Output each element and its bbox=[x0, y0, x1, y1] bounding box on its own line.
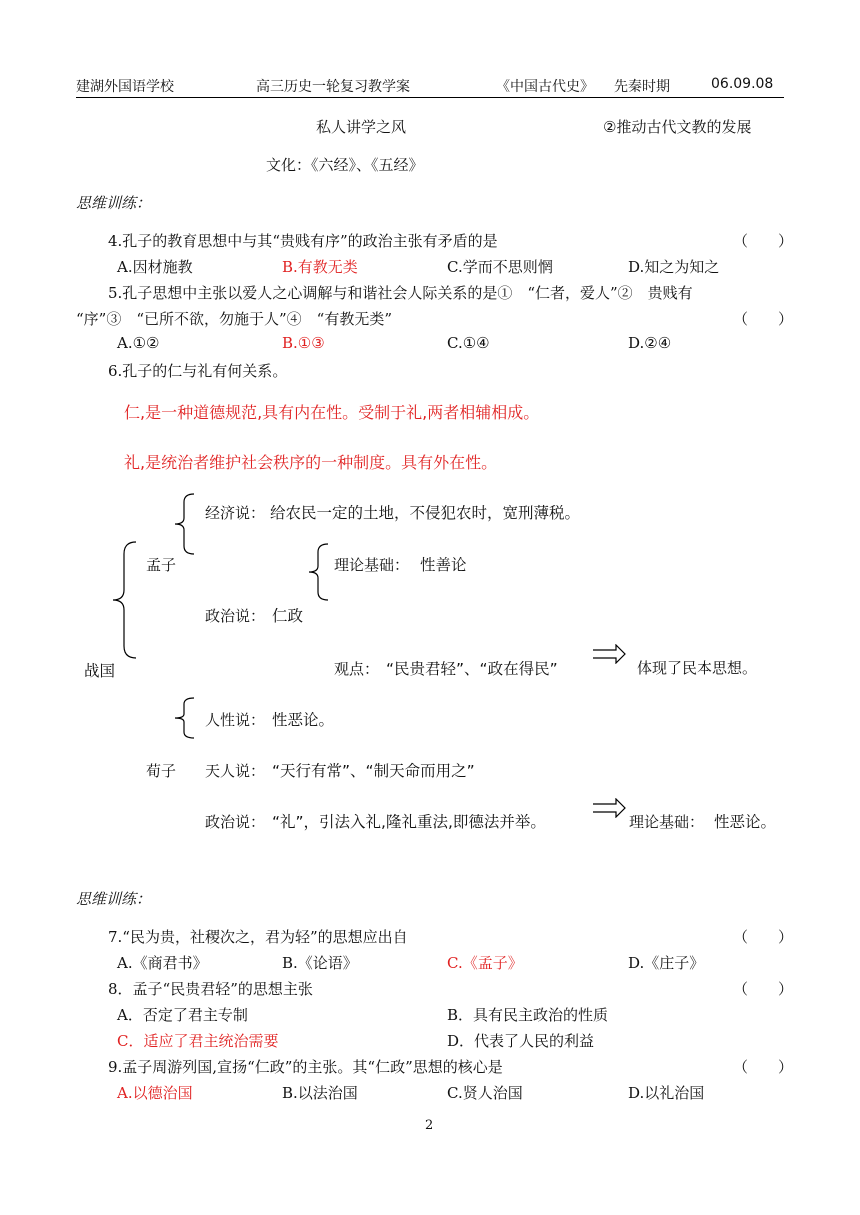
intro-culture: 文化：《六经》、《五经》 bbox=[266, 156, 424, 174]
header-course: 高三历史一轮复习教学案 bbox=[256, 79, 410, 95]
intro-left: 私人讲学之风 bbox=[316, 118, 407, 136]
header-period: 先秦时期 bbox=[614, 79, 670, 95]
mengzi-result: 体现了民本思想。 bbox=[637, 659, 758, 677]
training-heading-1: 思维训练： bbox=[76, 194, 152, 212]
mengzi-view: “民贵君轻”、“政在得民” bbox=[386, 660, 558, 678]
mengzi-pol-label: 政治说： bbox=[205, 607, 266, 625]
mengzi-theory-label: 理论基础： bbox=[334, 556, 410, 574]
q5-blank: （ ） bbox=[733, 310, 794, 328]
brace-mengzi-econ bbox=[172, 492, 196, 556]
header-date: 06.09.08 bbox=[711, 76, 774, 92]
q9-option-c: C.贤人治国 bbox=[447, 1084, 523, 1102]
q6-answer-1: 仁,是一种道德规范,具有内在性。受制于礼,两者相辅相成。 bbox=[124, 403, 540, 422]
q7-option-d: D.《庄子》 bbox=[628, 954, 705, 972]
xunzi-nature: 性恶论。 bbox=[272, 711, 335, 729]
q7-option-c: C.《孟子》 bbox=[447, 954, 523, 972]
q9-option-b: B.以法治国 bbox=[282, 1084, 358, 1102]
brace-zhanguo bbox=[110, 540, 138, 660]
q7-blank: （ ） bbox=[733, 928, 794, 946]
q9-text: 9.孟子周游列国,宣扬“仁政”的主张。其“仁政”思想的核心是 bbox=[108, 1058, 503, 1076]
q7-option-b: B.《论语》 bbox=[282, 954, 358, 972]
q8-option-c: C．适应了君主统治需要 bbox=[117, 1032, 279, 1050]
q5-option-c: C.①④ bbox=[447, 334, 490, 352]
intro-right: ②推动古代文教的发展 bbox=[603, 118, 752, 136]
xunzi-pol: “礼”，引法入礼,隆礼重法,即德法并举。 bbox=[272, 813, 546, 831]
q6-text: 6.孔子的仁与礼有何关系。 bbox=[108, 362, 288, 380]
q4-option-d: D.知之为知之 bbox=[628, 258, 720, 276]
q7-text: 7.“民为贵，社稷次之，君为轻”的思想应出自 bbox=[108, 928, 408, 946]
q8-text: 8．孟子“民贵君轻”的思想主张 bbox=[108, 980, 313, 998]
double-arrow-icon-2 bbox=[592, 798, 626, 818]
q5-text-line1: 5.孔子思想中主张以爱人之心调解与和谐社会人际关系的是① “仁者，爱人”② 贵贱有 bbox=[108, 284, 693, 302]
q8-blank: （ ） bbox=[733, 980, 794, 998]
xunzi-nature-label: 人性说： bbox=[205, 711, 266, 729]
mengzi-theory: 性善论 bbox=[420, 556, 467, 574]
q4-blank: （ ） bbox=[733, 232, 794, 250]
q8-option-b: B．具有民主政治的性质 bbox=[447, 1006, 609, 1024]
q9-option-d: D.以礼治国 bbox=[628, 1084, 705, 1102]
brace-xunzi bbox=[172, 696, 196, 740]
mengzi-label: 孟子 bbox=[146, 556, 177, 574]
xunzi-label: 荀子 bbox=[146, 762, 177, 780]
header-book: 《中国古代史》 bbox=[496, 79, 594, 95]
q5-option-b: B.①③ bbox=[282, 334, 325, 352]
q5-text-line2: “序”③ “已所不欲，勿施于人”④ “有教无类” bbox=[76, 310, 393, 328]
double-arrow-icon bbox=[592, 644, 626, 664]
xunzi-pol-label: 政治说： bbox=[205, 813, 266, 831]
mengzi-pol: 仁政 bbox=[272, 607, 304, 625]
header-school: 建湖外国语学校 bbox=[76, 79, 174, 95]
xunzi-heaven-label: 天人说： bbox=[205, 762, 266, 780]
q7-option-a: A.《商君书》 bbox=[117, 954, 208, 972]
mengzi-view-label: 观点： bbox=[334, 660, 380, 678]
page-number: 2 bbox=[425, 1118, 434, 1133]
q5-option-a: A.①② bbox=[117, 334, 160, 352]
xunzi-heaven: “天行有常”、“制天命而用之” bbox=[272, 762, 475, 780]
brace-mengzi-theory bbox=[306, 542, 330, 602]
zhanguo-label: 战国 bbox=[84, 662, 116, 680]
xunzi-theory-label: 理论基础： bbox=[629, 813, 705, 831]
q4-option-a: A.因材施教 bbox=[117, 258, 193, 276]
q9-option-a: A.以德治国 bbox=[117, 1084, 193, 1102]
header-rule bbox=[76, 97, 784, 98]
q8-option-d: D．代表了人民的利益 bbox=[447, 1032, 595, 1050]
q4-option-c: C.学而不思则惘 bbox=[447, 258, 553, 276]
q6-answer-2: 礼,是统治者维护社会秩序的一种制度。具有外在性。 bbox=[124, 453, 498, 472]
mengzi-econ-label: 经济说： bbox=[205, 504, 266, 522]
xunzi-theory: 性恶论。 bbox=[714, 813, 777, 831]
q4-text: 4.孔子的教育思想中与其“贵贱有序”的政治主张有矛盾的是 bbox=[108, 232, 498, 250]
q4-option-b: B.有教无类 bbox=[282, 258, 358, 276]
q9-blank: （ ） bbox=[733, 1058, 794, 1076]
mengzi-econ: 给农民一定的土地，不侵犯农时，宽刑薄税。 bbox=[270, 504, 581, 522]
training-heading-2: 思维训练： bbox=[76, 890, 152, 908]
q5-option-d: D.②④ bbox=[628, 334, 672, 352]
q8-option-a: A．否定了君主专制 bbox=[117, 1006, 248, 1024]
